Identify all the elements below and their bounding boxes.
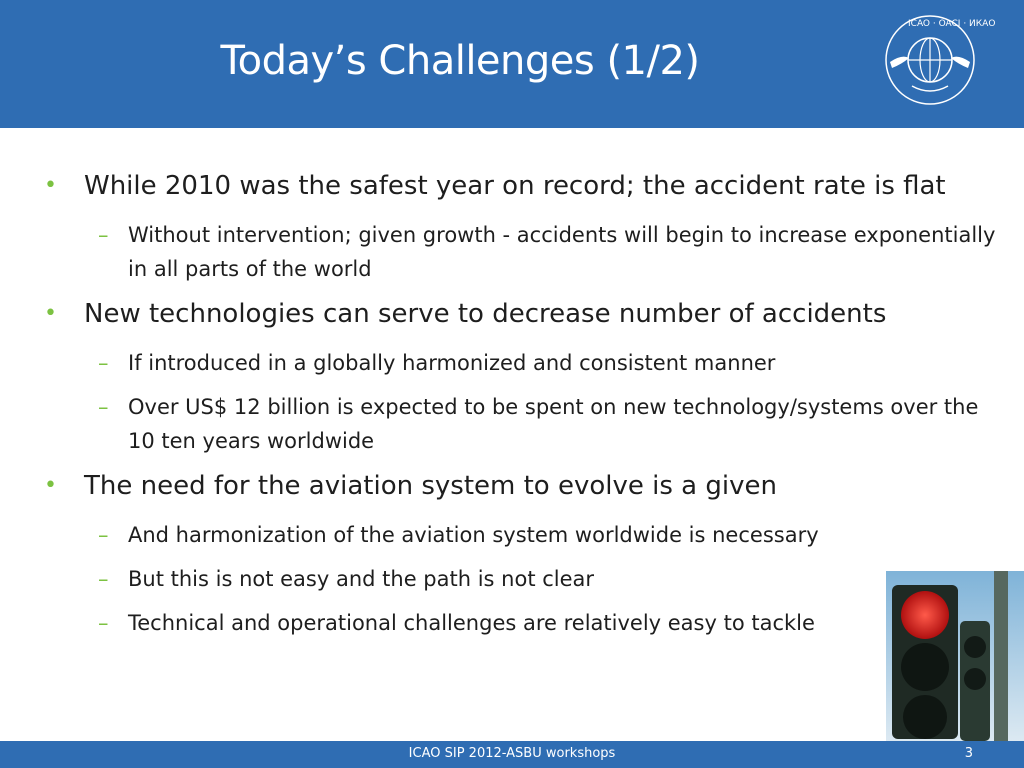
- sub-bullet-mark: –: [98, 611, 109, 635]
- sub-bullet-mark: –: [98, 223, 109, 247]
- sub-bullet-mark: –: [98, 523, 109, 547]
- sub-bullet-text: If introduced in a globally harmonized and consistent manner: [128, 351, 776, 375]
- sub-bullet-text: Without intervention; given growth - accidents will begin to increase exponentially in all parts of the world: [128, 223, 996, 281]
- page-number: 3: [964, 746, 973, 761]
- bullet-text: While 2010 was the safest year on record; the accident rate is flat: [84, 171, 946, 201]
- bullet-item: [44, 468, 1004, 504]
- slide-header: [0, 0, 1024, 128]
- bullet-item: [44, 168, 1004, 204]
- sub-bullet-item: [44, 518, 1004, 552]
- bullet-mark: •: [44, 173, 57, 198]
- bullet-text: The need for the aviation system to evolve is a given: [84, 471, 777, 501]
- sub-bullet-item: [44, 346, 1004, 380]
- slide-footer: [0, 741, 1024, 768]
- bullet-mark: •: [44, 473, 57, 498]
- footer-text: ICAO SIP 2012-ASBU workshops: [408, 746, 616, 761]
- slide-body: [44, 168, 1004, 650]
- icao-logo-icon: [878, 8, 996, 120]
- sub-bullet-text: Over US$ 12 billion is expected to be spent on new technology/systems over the 10 ten years worldwide: [128, 395, 979, 453]
- sub-bullet-item: [44, 606, 1004, 640]
- sub-bullet-text: And harmonization of the aviation system worldwide is necessary: [128, 523, 819, 547]
- sub-bullet-mark: –: [98, 395, 109, 419]
- sub-bullet-text: Technical and operational challenges are relatively easy to tackle: [128, 611, 815, 635]
- slide-title: Today’s Challenges (1/2): [220, 38, 700, 84]
- sub-bullet-mark: –: [98, 567, 109, 591]
- bullet-text: New technologies can serve to decrease number of accidents: [84, 299, 887, 329]
- bullet-mark: •: [44, 301, 57, 326]
- sub-bullet-item: [44, 562, 1004, 596]
- sub-bullet-item: [44, 218, 1004, 286]
- sub-bullet-item: [44, 390, 1004, 458]
- sub-bullet-mark: –: [98, 351, 109, 375]
- bullet-item: [44, 296, 1004, 332]
- svg-text:ICAO · OACI · ИКАО: ICAO · OACI · ИКАО: [908, 19, 996, 29]
- traffic-light-photo: [886, 571, 1024, 741]
- sub-bullet-text: But this is not easy and the path is not clear: [128, 567, 595, 591]
